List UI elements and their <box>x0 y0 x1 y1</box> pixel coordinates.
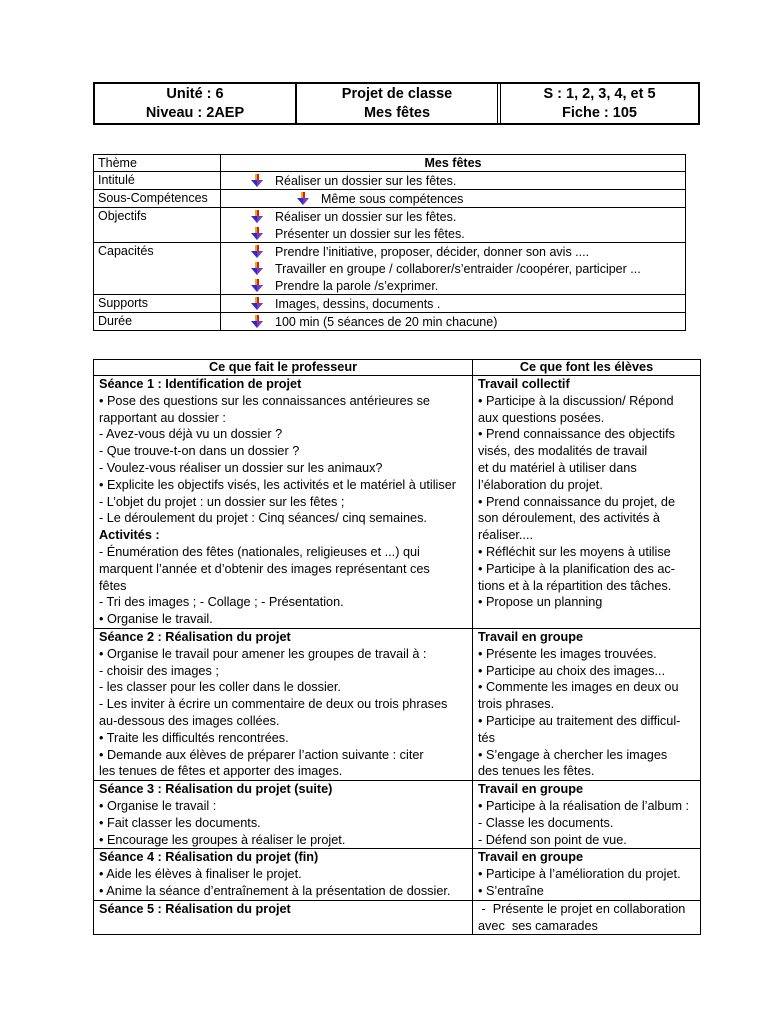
supports-row <box>94 295 686 313</box>
session-3-professor <box>94 781 473 849</box>
objectifs-row <box>94 208 686 243</box>
arrow-down-icon <box>251 262 263 276</box>
prof-line: • Organise le travail pour amener les groupes de travail à : <box>99 646 427 661</box>
arrow-down-icon <box>251 174 263 188</box>
duree-value-cell <box>221 313 686 331</box>
col-professor-header: Ce que fait le professeur <box>94 360 473 376</box>
student-line: aux questions posées. <box>478 410 605 425</box>
level-label: Niveau : 2AEP <box>145 104 245 121</box>
prof-line: - L’objet du projet : un dossier sur les fêtes ; <box>99 494 345 509</box>
student-line: - Présente le projet en collaboration <box>478 901 686 916</box>
prof-line: - Voulez-vous réaliser un dossier sur les animaux? <box>99 460 383 475</box>
student-line: visés, des modalités de travail <box>478 444 648 459</box>
prof-line: • Fait classer les documents. <box>99 815 261 830</box>
session-5-title: Séance 5 : Réalisation du projet <box>99 901 291 916</box>
prof-line: • Demande aux élèves de préparer l’action suivante : citer <box>99 747 424 762</box>
session-5-professor <box>94 900 473 935</box>
capacites-row <box>94 243 686 295</box>
session-2-students <box>473 628 701 780</box>
prof-line: - Énumération des fêtes (nationales, religieuses et ...) qui <box>99 544 420 559</box>
prof-line: • Explicite les objectifs visés, les activités et le matériel à utiliser <box>99 477 457 492</box>
supports-value-cell <box>221 295 686 313</box>
sessions-header-row <box>94 360 701 376</box>
session-4-title: Séance 4 : Réalisation du projet (fin) <box>99 850 319 865</box>
fiche-label: Fiche : 105 <box>562 104 637 121</box>
duree-row <box>94 313 686 331</box>
student-line: • Participe à l’amélioration du projet. <box>478 867 681 882</box>
prof-line: • Pose des questions sur les connaissances antérieures se <box>99 393 430 408</box>
supports-value: Images, dessins, documents . <box>275 296 441 311</box>
session-3-row <box>94 781 701 849</box>
prof-line: • Organise le travail : <box>99 798 217 813</box>
prof-line: • Anime la séance d’entraînement à la présentation de dossier. <box>99 883 451 898</box>
prof-line: - choisir des images ; <box>99 663 219 678</box>
header-box <box>93 82 700 125</box>
arrow-down-icon <box>251 315 263 329</box>
arrow-down-icon <box>251 297 263 311</box>
souscomp-value: Même sous compétences <box>321 191 464 206</box>
project-theme: Mes fêtes <box>363 104 431 121</box>
info-table <box>93 154 686 331</box>
header-session-cell <box>497 84 698 123</box>
prof-line: • Organise le travail. <box>99 612 213 627</box>
prof-line: - Avez-vous déjà vu un dossier ? <box>99 427 283 442</box>
session-2-title: Séance 2 : Réalisation du projet <box>99 629 291 644</box>
souscomp-row <box>94 190 686 208</box>
session-3-work-mode: Travail en groupe <box>478 782 584 797</box>
student-line: réaliser.... <box>478 528 533 543</box>
arrow-down-icon <box>251 245 263 259</box>
prof-line: au-dessous des images collées. <box>99 713 280 728</box>
student-line: • Participe au traitement des difficul- <box>478 713 681 728</box>
capacite-item: Prendre l’initiative, proposer, décider, donner son avis .... <box>275 244 590 259</box>
student-line: • Participe au choix des images... <box>478 663 666 678</box>
prof-line: rapportant au dossier : <box>99 410 226 425</box>
student-line: et du matériel à utiliser dans <box>478 460 637 475</box>
capacites-value-cell <box>221 243 686 295</box>
objectif-item: Présenter un dossier sur les fêtes. <box>275 226 465 241</box>
prof-line: - Les inviter à écrire un commentaire de deux ou trois phrases <box>99 697 448 712</box>
prof-line: marquent l’année et d’obtenir des images représentant ces <box>99 561 430 576</box>
session-4-students <box>473 849 701 900</box>
session-2-work-mode: Travail en groupe <box>478 629 584 644</box>
arrow-down-icon <box>251 279 263 293</box>
student-line: • Participe à la discussion/ Répond <box>478 393 674 408</box>
theme-label: Thème <box>94 155 221 172</box>
session-1-work-mode: Travail collectif <box>478 377 570 391</box>
session-1-title: Séance 1 : Identification de projet <box>99 377 302 391</box>
capacite-item: Travailler en groupe / collaborer/s’entraider /coopérer, participer ... <box>275 261 641 276</box>
prof-line: • Aide les élèves à finaliser le projet. <box>99 867 302 882</box>
student-line: • Prend connaissance du projet, de <box>478 494 675 509</box>
prof-line: - Que trouve-t-on dans un dossier ? <box>99 444 300 459</box>
objectifs-label: Objectifs <box>94 208 221 243</box>
col-students-header: Ce que font les élèves <box>473 360 701 376</box>
session-2-professor <box>94 628 473 780</box>
student-line: • Présente les images trouvées. <box>478 646 657 661</box>
prof-line: les tenues de fêtes et apporter des images. <box>99 764 343 779</box>
sessions-table <box>93 359 701 935</box>
student-line: • Participe à la réalisation de l’album : <box>478 798 690 813</box>
duree-value: 100 min (5 séances de 20 min chacune) <box>275 314 498 329</box>
session-4-row <box>94 849 701 900</box>
student-line: tions et à la répartition des tâches. <box>478 578 672 593</box>
session-1-row <box>94 376 701 629</box>
student-line: • S’engage à chercher les images <box>478 747 668 762</box>
student-line: • S’entraîne <box>478 883 544 898</box>
student-line: des tenues les fêtes. <box>478 764 595 779</box>
arrow-down-icon <box>251 227 263 241</box>
capacite-item: Prendre la parole /s’exprimer. <box>275 278 439 293</box>
student-line: avec ses camarades <box>478 918 598 933</box>
student-line: • Commente les images en deux ou <box>478 680 679 695</box>
arrow-down-icon <box>251 210 263 224</box>
duree-label: Durée <box>94 313 221 331</box>
capacites-label: Capacités <box>94 243 221 295</box>
header-unit-cell <box>95 84 295 123</box>
prof-line: - Le déroulement du projet : Cinq séances/ cinq semaines. <box>99 511 427 526</box>
objectif-item: Réaliser un dossier sur les fêtes. <box>275 209 457 224</box>
student-line: l’élaboration du projet. <box>478 477 603 492</box>
session-4-work-mode: Travail en groupe <box>478 850 584 865</box>
unit-label: Unité : 6 <box>166 85 224 102</box>
session-2-row <box>94 628 701 780</box>
prof-line: fêtes <box>99 578 127 593</box>
header-project-cell <box>295 84 497 123</box>
session-5-students <box>473 900 701 935</box>
prof-line: • Encourage les groupes à réaliser le projet. <box>99 832 346 847</box>
student-line: - Classe les documents. <box>478 815 614 830</box>
session-1-professor <box>94 376 473 629</box>
sessions-label: S : 1, 2, 3, 4, et 5 <box>543 85 656 102</box>
session-1-students <box>473 376 701 629</box>
intitule-value-cell <box>221 172 686 190</box>
intitule-value: Réaliser un dossier sur les fêtes. <box>275 173 457 188</box>
theme-value: Mes fêtes <box>221 155 686 172</box>
session-5-row <box>94 900 701 935</box>
student-line: tés <box>478 730 495 745</box>
student-line: • Participe à la planification des ac- <box>478 561 675 576</box>
arrow-down-icon <box>297 192 309 206</box>
prof-line: • Traite les difficultés rencontrées. <box>99 730 289 745</box>
student-line: son déroulement, des activités à <box>478 511 660 526</box>
session-3-students <box>473 781 701 849</box>
student-line: trois phrases. <box>478 697 555 712</box>
project-label: Projet de classe <box>341 85 453 102</box>
student-line: • Prend connaissance des objectifs <box>478 427 675 442</box>
session-3-title: Séance 3 : Réalisation du projet (suite) <box>99 782 333 797</box>
souscomp-value-cell <box>221 190 686 208</box>
activites-heading: Activités : <box>99 528 160 543</box>
student-line: • Réfléchit sur les moyens à utilise <box>478 544 671 559</box>
prof-line: - Tri des images ; - Collage ; - Présentation. <box>99 595 344 610</box>
prof-line: - les classer pour les coller dans le dossier. <box>99 680 341 695</box>
supports-label: Supports <box>94 295 221 313</box>
souscomp-label: Sous-Compétences <box>94 190 221 208</box>
student-line: • Propose un planning <box>478 595 603 610</box>
session-4-professor <box>94 849 473 900</box>
intitule-label: Intitulé <box>94 172 221 190</box>
student-line: - Défend son point de vue. <box>478 832 627 847</box>
theme-row <box>94 155 686 172</box>
objectifs-value-cell <box>221 208 686 243</box>
intitule-row <box>94 172 686 190</box>
